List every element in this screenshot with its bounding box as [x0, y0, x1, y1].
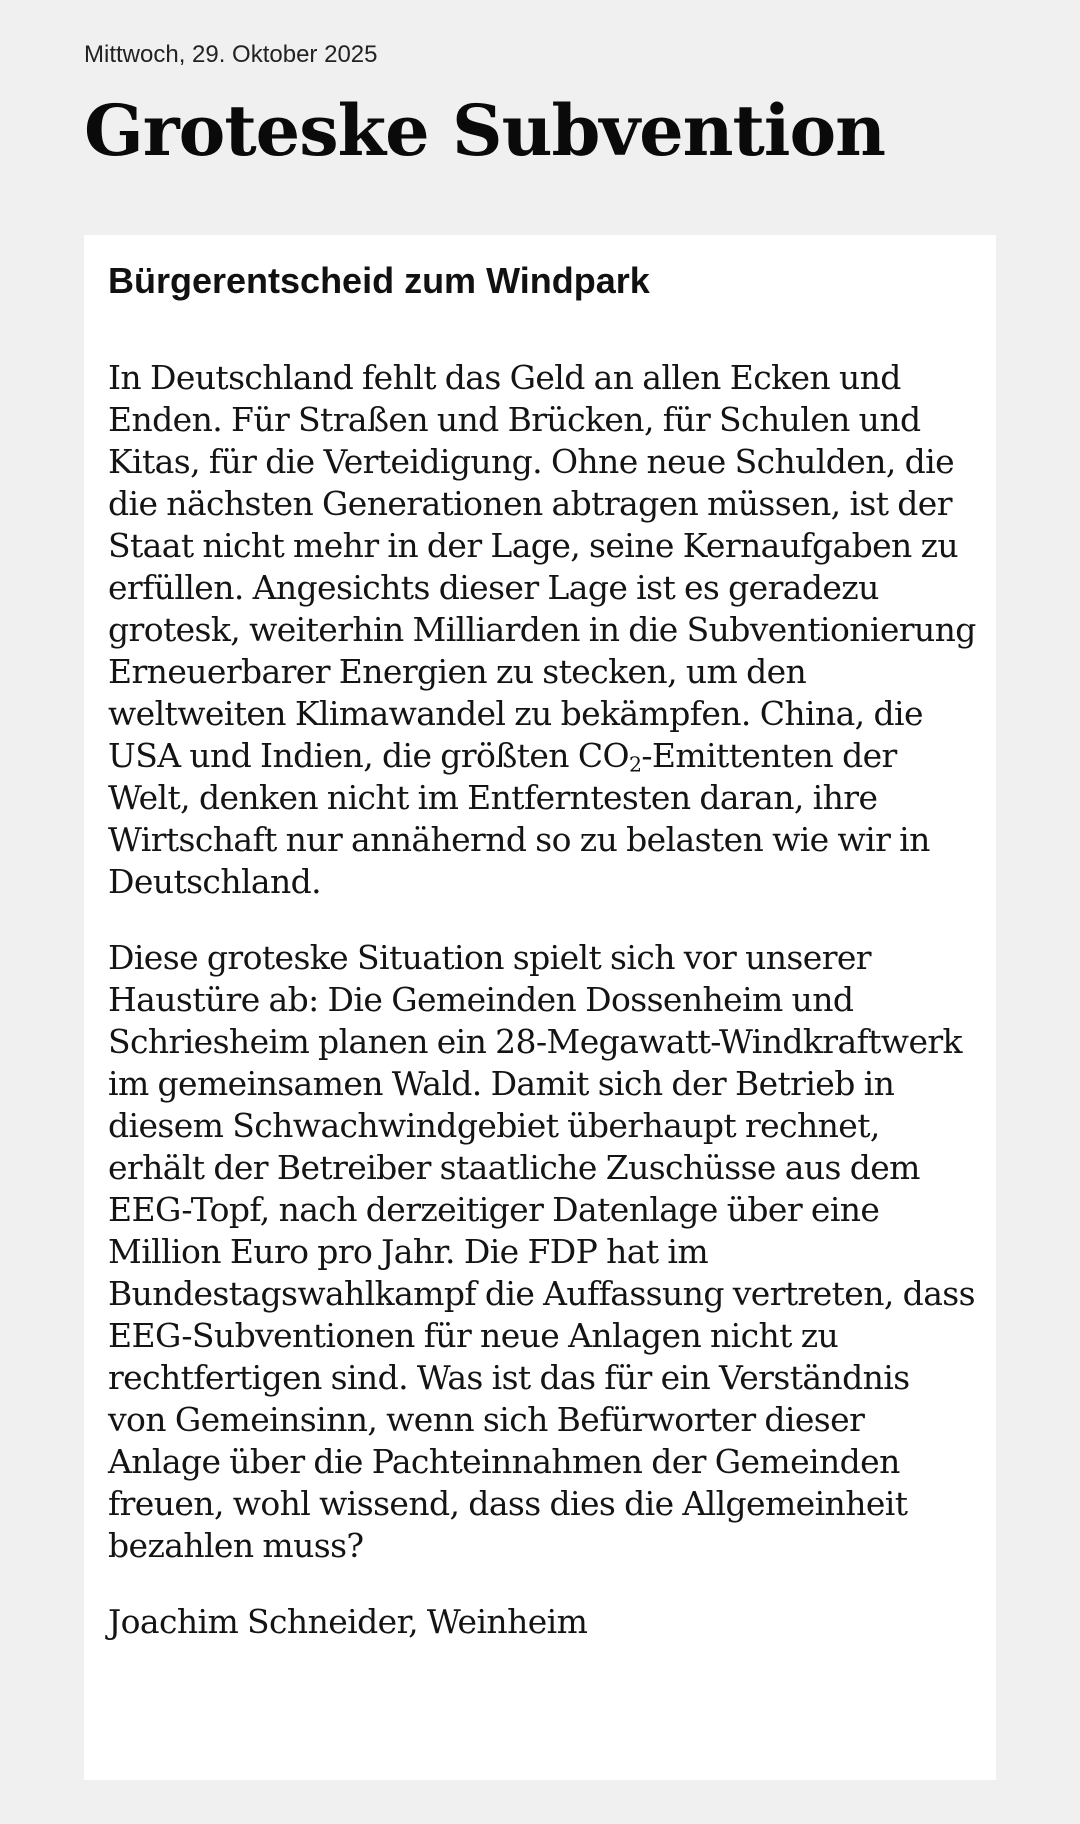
letter-author: Joachim Schneider, Weinheim [108, 1602, 588, 1641]
letter-paragraph-2: Diese groteske Situation spielt sich vor unserer Haustüre ab: Die Gemeinden Dossenheim und Schriesheim planen ein 28-Megawatt-Windkraftwerk im gemeinsamen Wald. Damit sich der Betrieb in diesem Schwachwindgebiet überhaupt rechnet, erhält der Betreiber staatliche Zuschüsse aus dem EEG-Topf, nach derzeitiger Datenlage über eine Million Euro pro Jahr. Die FDP hat im Bundestagswahlkampf die Auffassung vertreten, dass EEG-Subventionen für neue Anlagen nicht zu rechtfertigen sind. Was ist das für ein Verständnis von Gemeinsinn, wenn sich Befürworter dieser Anlage über die Pachteinnahmen der Gemeinden freuen, wohl wissend, dass dies die Allgemeinheit bezahlen muss? [108, 938, 975, 1565]
co2-subscript: 2 [628, 752, 642, 777]
paragraph-1-text-end: -Emittenten der Welt, denken nicht im Entferntesten daran, ihre Wirtschaft nur annähernd so zu belasten wie wir in Deutschland. [108, 736, 930, 901]
letter-card [84, 235, 996, 1780]
letter-paragraph-1 [108, 357, 976, 903]
publication-date: Mittwoch, 29. Oktober 2025 [84, 41, 378, 68]
paragraph-1-text-start: In Deutschland fehlt das Geld an allen Ecken und Enden. Für Straßen und Brücken, für Schulen und Kitas, für die Verteidigung. Ohne neue Schulden, die die nächsten Generationen abtragen müssen, ist der Staat nicht mehr in der Lage, seine Kernaufgaben zu erfüllen. Angesichts dieser Lage ist es geradezu grotesk, weiterhin Milliarden in die Subventionierung Erneuerbarer Energien zu stecken, um den weltweiten Klimawandel zu bekämpfen. China, die USA und Indien, die größten CO [108, 358, 976, 775]
article-headline: Groteske Subvention [84, 89, 886, 172]
letter-subheading: Bürgerentscheid zum Windpark [108, 260, 650, 301]
